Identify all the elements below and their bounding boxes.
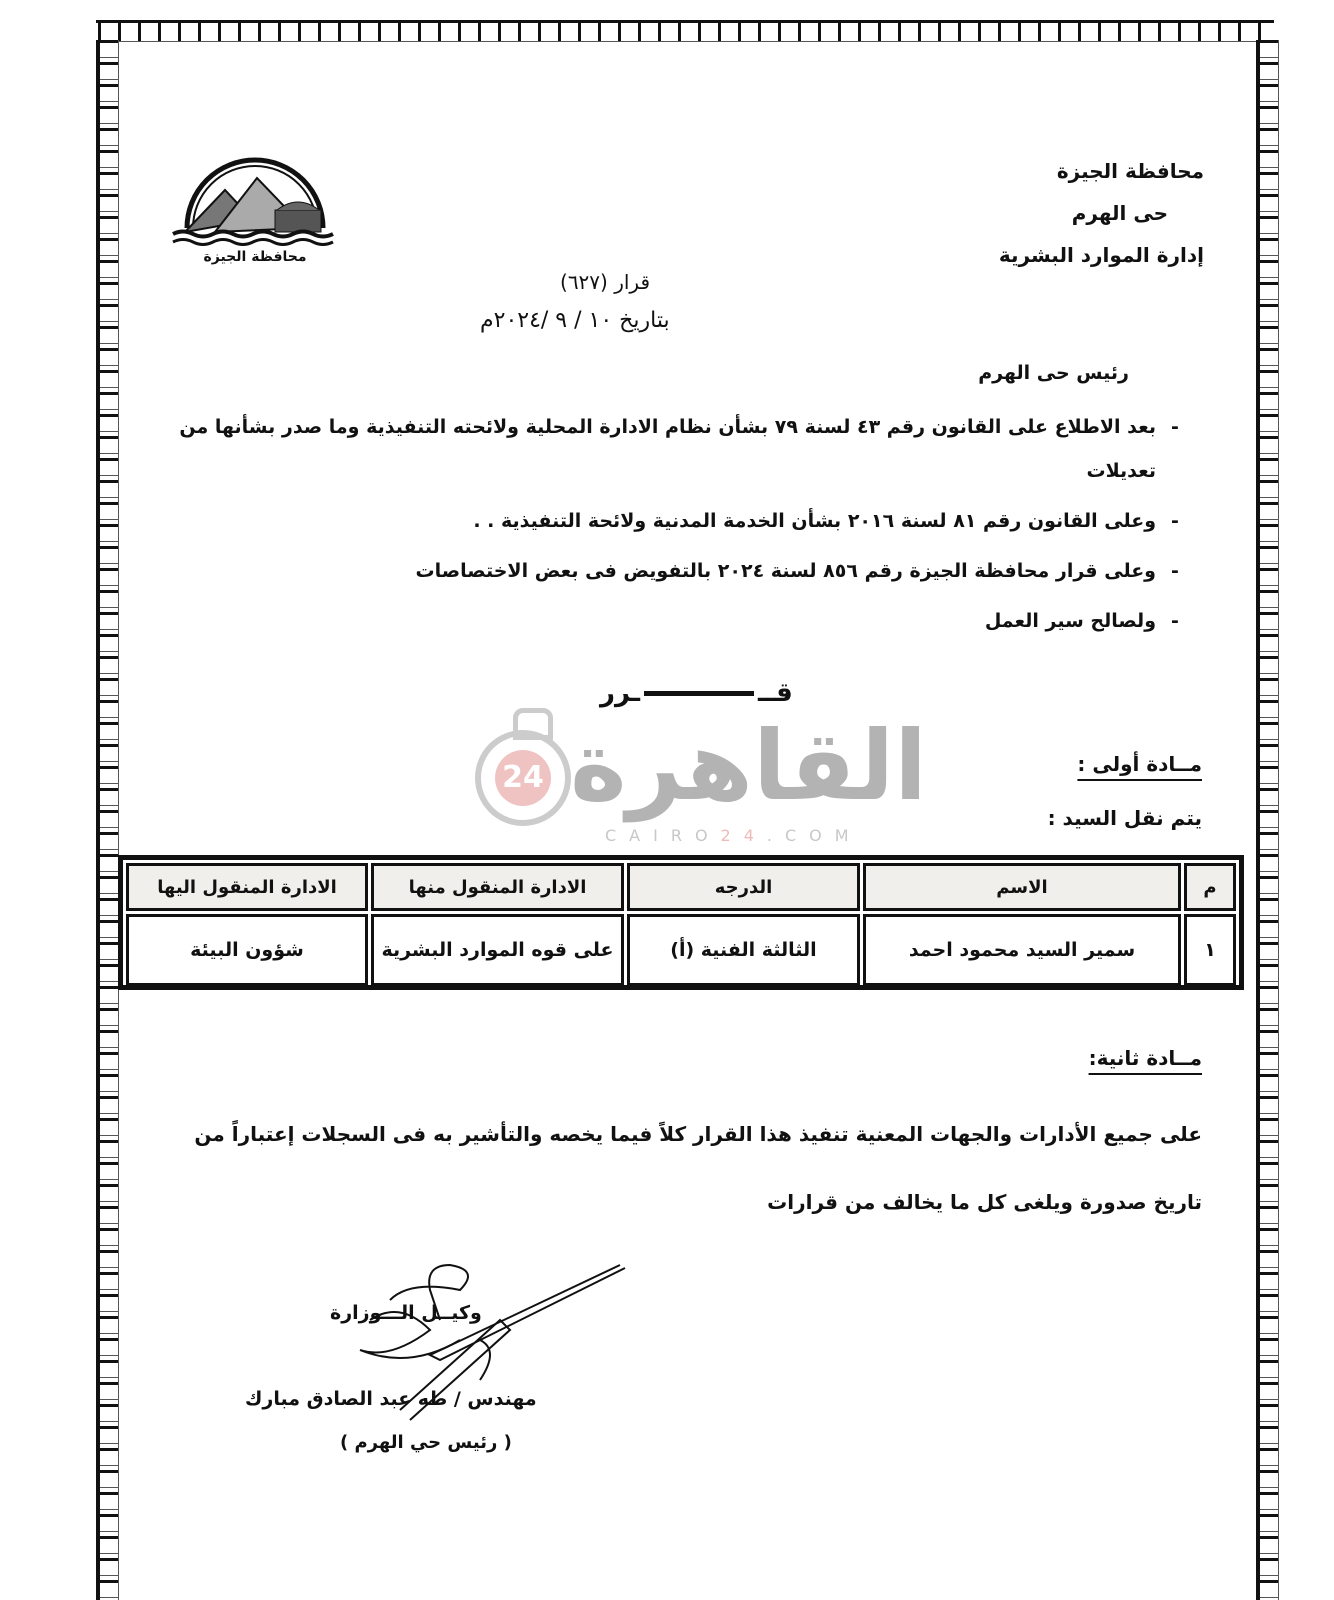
header-name: الاسم (863, 863, 1181, 911)
governorate-name: محافظة الجيزة (1056, 159, 1204, 183)
table-header-row (126, 863, 1236, 911)
article-2-line-1: على جميع الأدارات والجهات المعنية تنفيذ هذا القرار كلاً فيما يخصه والتأشير به فى السجلات إعتباراً من (194, 1122, 1202, 1146)
watermark-brand-en: CAIRO24.COM (605, 826, 862, 845)
cell-from-department: على قوه الموارد البشرية (371, 914, 624, 986)
decided-heading: قـــرر (600, 678, 793, 708)
signatory-name: مهندس / طه عبد الصادق مبارك (245, 1388, 537, 1410)
signatory-title: وكيــل الـــوزارة (330, 1302, 482, 1324)
article-1-intro: يتم نقل السيد : (1047, 806, 1202, 830)
preamble-text: وعلى القانون رقم ٨١ لسنة ٢٠١٦ بشأن الخدمة المدنية ولائحة التنفيذية . . (473, 510, 1156, 532)
svg-text:محافظة الجيزة: محافظة الجيزة (203, 249, 307, 265)
giza-governorate-emblem-icon (165, 150, 345, 265)
article-2-line-2: تاريخ صدورة ويلغى كل ما يخالف من قرارات (767, 1190, 1202, 1214)
cell-index: ١ (1184, 914, 1236, 986)
transfer-table (118, 855, 1244, 990)
article-2-title: مــادة ثانية: (1088, 1046, 1202, 1070)
decree-date: بتاريخ ١٠ / ٩ /٢٠٢٤م (480, 308, 670, 333)
preamble-text: بعد الاطلاع على القانون رقم ٤٣ لسنة ٧٩ بشأن نظام الادارة المحلية ولائحته التنفيذية وما صدر بشأنها من تعديلات (179, 416, 1156, 482)
cell-name: سمير السيد محمود احمد (863, 914, 1181, 986)
preamble-text: ولصالح سير العمل (984, 610, 1156, 632)
article-2-body (142, 1100, 1202, 1236)
decorative-border-top (96, 20, 1274, 42)
issuer-title: رئيس حى الهرم (978, 362, 1129, 384)
header-from-department: الادارة المنقول منها (371, 863, 624, 911)
preamble-item (164, 549, 1194, 593)
watermark-brand-ar: القاهرة (570, 710, 928, 822)
cairo24-watermark (475, 710, 928, 850)
decorative-border-left (96, 40, 119, 1600)
signatory-role: ( رئيس حي الهرم ) (340, 1432, 512, 1453)
cell-grade: الثالثة الفنية (أ) (627, 914, 860, 986)
bullet-dash: - (1171, 510, 1179, 532)
preamble-item (164, 405, 1194, 493)
letterhead (884, 150, 1204, 276)
bullet-dash: - (1171, 560, 1179, 582)
bullet-dash: - (1171, 610, 1179, 632)
decree-number: قرار (٦٢٧) (560, 270, 651, 294)
preamble-item (164, 499, 1194, 543)
stopwatch-icon: 24 (475, 730, 571, 826)
decorative-border-right (1256, 40, 1279, 1600)
preamble-list (164, 405, 1194, 649)
cell-to-department: شؤون البيئة (126, 914, 368, 986)
department-name: إدارة الموارد البشرية (998, 243, 1204, 267)
header-to-department: الادارة المنقول اليها (126, 863, 368, 911)
header-index: م (1184, 863, 1236, 911)
bullet-dash: - (1171, 416, 1179, 438)
preamble-text: وعلى قرار محافظة الجيزة رقم ٨٥٦ لسنة ٢٠٢٤ بالتفويض فى بعض الاختصاصات (415, 560, 1156, 582)
table-row (126, 914, 1236, 986)
header-grade: الدرجه (627, 863, 860, 911)
article-1-title: مــادة أولى : (1077, 752, 1202, 776)
preamble-item (164, 599, 1194, 643)
district-name: حى الهرم (1071, 201, 1168, 225)
